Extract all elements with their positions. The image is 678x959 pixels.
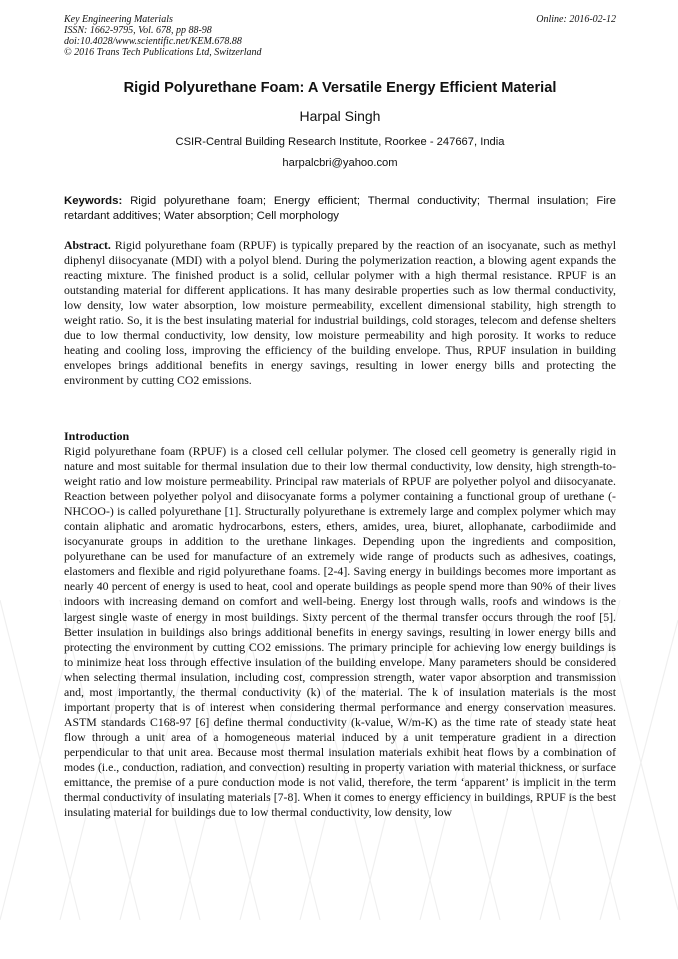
abstract-label: Abstract. [64, 238, 111, 252]
author-affiliation: CSIR-Central Building Research Institute, Roorkee - 247667, India [175, 136, 505, 148]
journal-name: Key Engineering Materials [64, 14, 173, 25]
journal-issn: ISSN: 1662-9795, Vol. 678, pp 88-98 [64, 25, 212, 36]
keywords-label: Keywords: [64, 195, 123, 207]
online-date: Online: 2016-02-12 [536, 14, 616, 25]
introduction-text: Rigid polyurethane foam (RPUF) is a closed cell cellular polymer. The closed cell geometry is generally rigid in nature and most suitable for thermal insulation due to their low thermal conductivity, low density, high strength-to-weight ratio and low moisture permeability. Principal raw materials of RPUF are polyether polyol and diisocyanate. Reaction between polyether polyol and diisocyanate forms a polymer containing a functional group of urethane (-NHCOO-) is called polyurethane [1]. Structurally polyurethane is extremely large and complex polymer which may contain aliphatic and aromatic hydrocarbons, esters, ethers, amides, urea, biuret, allophanate, carbodiimide and isocyanurate groups in addition to the urethane linkages. Depending upon the ingredients and composition, polyurethane can be used for manufacture of an extremely wide range of products such as adhesives, coatings, elastomers and flexible and rigid polyurethane foams. [2-4]. Saving energy in buildings becomes more important as nearly 40 percent of energy is used to heat, cool and operate buildings as people spend more than 90% of their lives indoors with increasing demand on comfort and well-being. Energy lost through walls, roofs and windows is the largest single waste of energy in most buildings. Sixty percent of the thermal transfer occurs through the roof [5]. Better insulation in buildings also brings additional benefits in energy savings, resulting in lower energy bills and protecting the environment by cutting CO2 emissions. The primary principle for achieving low energy buildings is to minimize heat loss through effective insulation of the building envelope. Many parameters should be considered when selecting thermal insulation, including cost, compression strength, water vapor absorption and transmission and, most importantly, the thermal conductivity (k) of the material. The k of insulation materials is the most important property that is of interest when considering thermal performance and energy conservation measures. ASTM standards C168-97 [6] define thermal conductivity (k-value, W/m-K) as the time rate of steady state heat flow through a unit area of a homogeneous material induced by a unit temperature gradient in a direction perpendicular to that unit area. Because most thermal insulation materials exhibit heat flows by a combination of modes (i.e., conduction, radiation, and convection) resulting in property variation with material thickness, or surface emittance, the premise of a pure conduction mode is not valid, therefore, the term ‘apparent’ is implicit in the term thermal conductivity of insulating materials [7-8]. When it comes to energy efficiency in buildings, RPUF is the best insulating material for buildings due to low thermal conductivity, low density, low [64, 444, 616, 820]
author-email[interactable]: harpalcbri@yahoo.com [282, 157, 398, 169]
keywords-section [64, 194, 616, 224]
journal-header [64, 14, 616, 58]
paper-title: Rigid Polyurethane Foam: A Versatile Energy Efficient Material [123, 80, 557, 96]
keywords-text: Rigid polyurethane foam; Energy efficient; Thermal conductivity; Thermal insulation; Fire retardant additives; Water absorption; Cell morphology [64, 195, 616, 222]
abstract-text: Rigid polyurethane foam (RPUF) is typically prepared by the reaction of an isocyanate, such as methyl diphenyl diisocyanate (MDI) with a polyol blend. During the polymerization reaction, a blowing agent expands the reacting mixture. The finished product is a solid, cellular polymer with a high thermal resistance. RPUF is an outstanding material for different applications. It has many desirable properties such as low thermal conductivity, low density, low water absorption, low moisture permeability, excellent dimensional stability, high strength to weight ratio. So, it is the best insulating material for industrial buildings, cold storages, telecom and defense shelters due to low thermal conductivity, low density, low moisture permeability and high porosity. It works to reduce heating and cooling loss, improving the efficiency of the building envelope. Thus, RPUF insulation in building envelopes brings additional benefits in energy savings, resulting in lower energy bills and protecting the environment by cutting CO2 emissions. [64, 238, 616, 388]
journal-copyright: © 2016 Trans Tech Publications Ltd, Switzerland [64, 47, 262, 58]
author-name: Harpal Singh [299, 108, 381, 124]
abstract-section [64, 238, 616, 388]
introduction-heading: Introduction [64, 429, 130, 443]
journal-doi[interactable]: doi:10.4028/www.scientific.net/KEM.678.88 [64, 36, 242, 47]
